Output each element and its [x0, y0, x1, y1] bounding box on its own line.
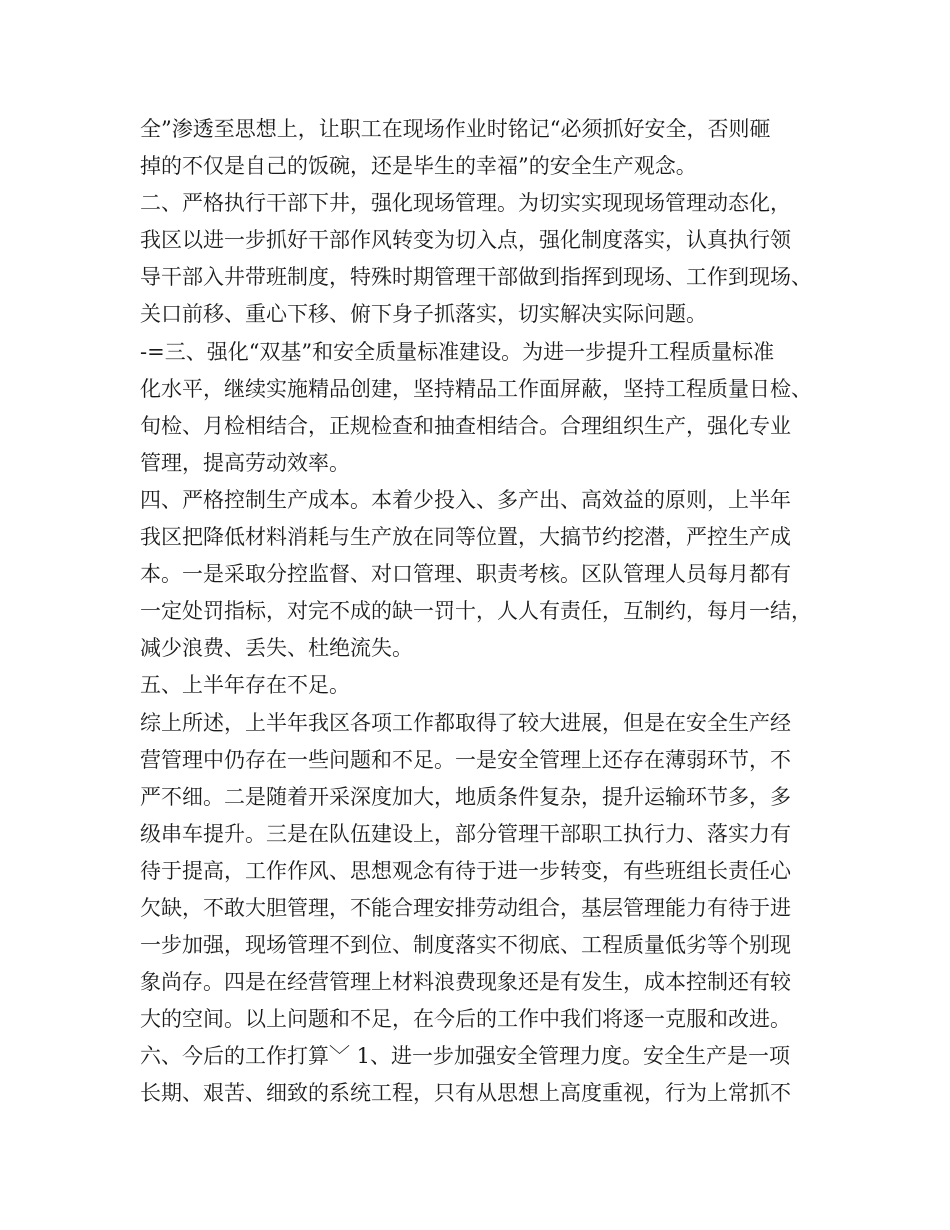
- text-line: 二、严格执行干部下井，强化现场管理。为切实实现现场管理动态化，: [140, 191, 791, 216]
- text-line: 长期、艰苦、细致的系统工程，只有从思想上高度重视，行为上常抓不: [140, 1081, 791, 1106]
- text-line: 本。一是采取分控监督、对口管理、职责考核。区队管理人员每月都有: [140, 562, 791, 587]
- text-line: 严不细。二是随着开采深度加大，地质条件复杂，提升运输环节多，多: [140, 784, 791, 809]
- text-line: 我区以进一步抓好干部作风转变为切入点，强化制度落实，认真执行领: [140, 228, 791, 253]
- text-line: 管理，提高劳动效率。: [140, 450, 350, 475]
- text-line: 四、严格控制生产成本。本着少投入、多产出、高效益的原则，上半年: [140, 487, 791, 512]
- text-line: 掉的不仅是自己的饭碗，还是毕生的幸福”的安全生产观念。: [140, 154, 697, 179]
- text-line: 待于提高，工作作风、思想观念有待于进一步转变，有些班组长责任心: [140, 858, 791, 883]
- text-line: 关口前移、重心下移、俯下身子抓落实，切实解决实际问题。: [140, 302, 707, 327]
- text-line: 旬检、月检相结合，正规检查和抽查相结合。合理组织生产，强化专业: [140, 413, 791, 438]
- text-line: 全”渗透至思想上，让职工在现场作业时铭记“必须抓好安全，否则砸: [140, 117, 771, 141]
- text-line: 一步加强，现场管理不到位、制度落实不彻底、工程质量低劣等个别现: [140, 933, 791, 958]
- text-line: 欠缺，不敢大胆管理，不能合理安排劳动组合，基层管理能力有待于进: [140, 895, 791, 920]
- text-line: 化水平，继续实施精品创建，坚持精品工作面屏蔽，坚持工程质量日检、: [140, 376, 812, 401]
- text-line: 一定处罚指标，对完不成的缺一罚十，人人有责任，互制约，每月一结，: [140, 599, 812, 624]
- text-line: 象尚存。四是在经营管理上材料浪费现象还是有发生，成本控制还有较: [140, 970, 791, 995]
- body-text: [140, 111, 830, 1113]
- text-line: 营管理中仍存在一些问题和不足。一是安全管理上还存在薄弱环节，不: [140, 747, 791, 772]
- text-line: 级串车提升。三是在队伍建设上，部分管理干部职工执行力、落实力有: [140, 821, 791, 846]
- text-line: 大的空间。以上问题和不足，在今后的工作中我们将逐一克服和改进。: [140, 1007, 791, 1032]
- text-line: 导干部入井带班制度，特殊时期管理干部做到指挥到现场、工作到现场、: [140, 265, 812, 290]
- text-line: 综上所述，上半年我区各项工作都取得了较大进展，但是在安全生产经: [140, 710, 791, 735]
- text-line: 五、上半年存在不足。: [140, 673, 350, 698]
- text-line: 六、今后的工作打算﹀ 1、进一步加强安全管理力度。安全生产是一项: [140, 1044, 791, 1069]
- text-line: -=三、强化“双基”和安全质量标准建设。为进一步提升工程质量标准: [140, 339, 775, 364]
- text-line: 我区把降低材料消耗与生产放在同等位置，大搞节约挖潜，严控生产成: [140, 525, 791, 550]
- text-line: 减少浪费、丢失、杜绝流失。: [140, 636, 413, 661]
